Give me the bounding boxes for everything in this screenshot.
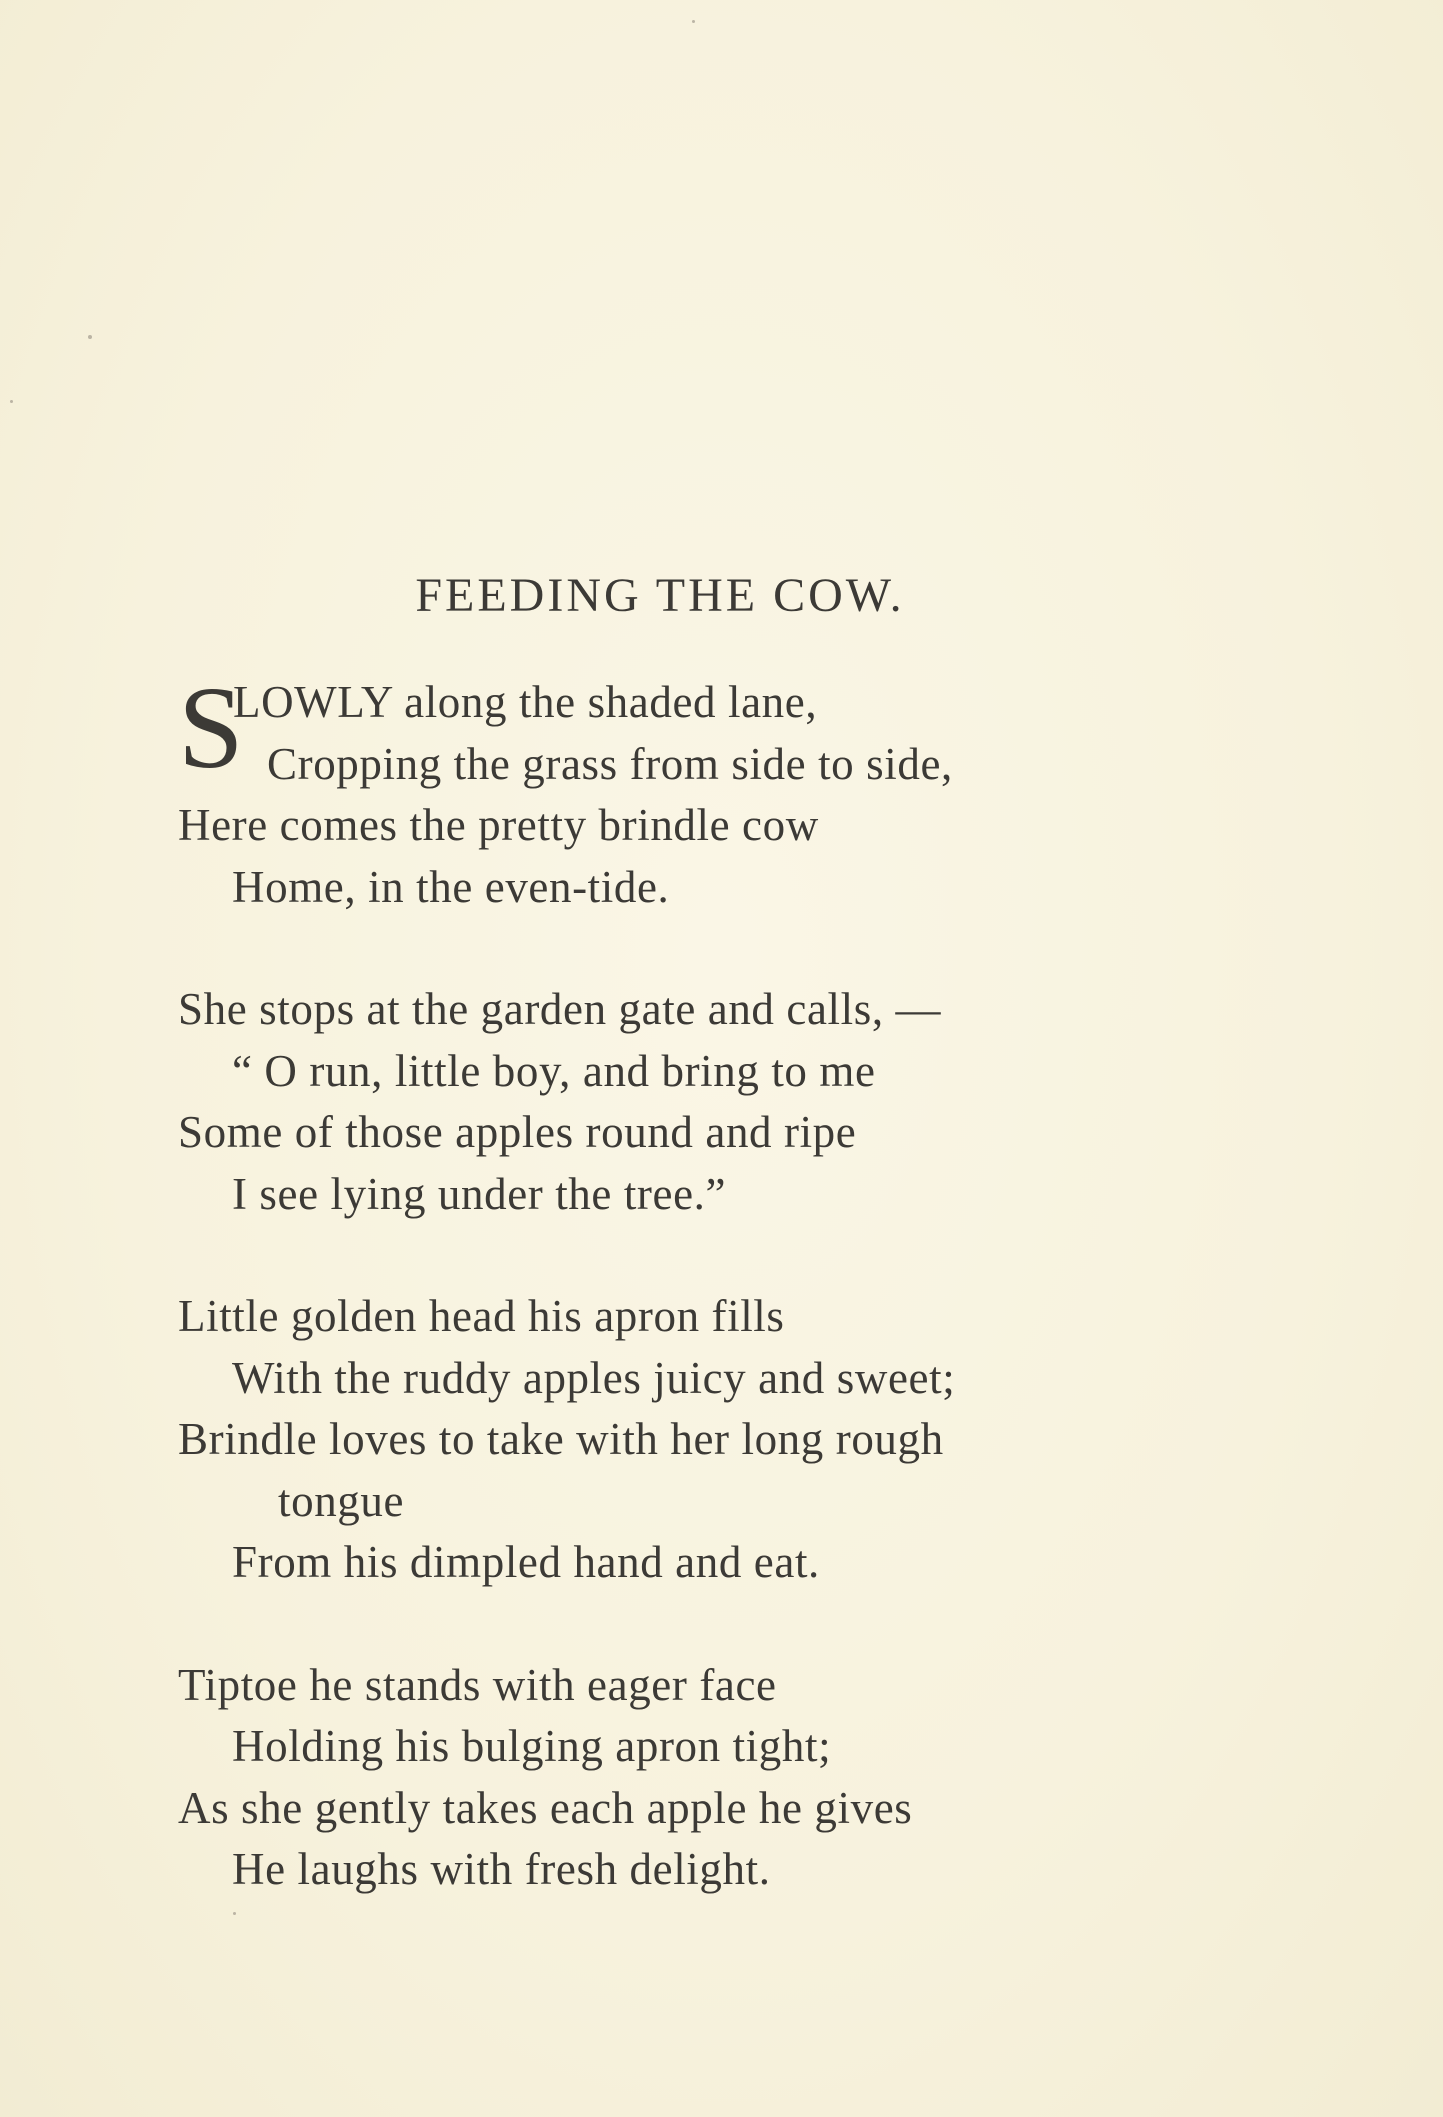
poem-line: “ O run, little boy, and bring to me [232,1045,876,1096]
paper-speck [88,335,92,339]
poem-line: Holding his bulging apron tight; [232,1721,832,1771]
poem-line-text: LOWLY along the shaded lane, [233,677,818,727]
stanza-3 [178,1286,1278,1594]
poem-line: As she gently takes each apple he gives [178,1782,913,1833]
stanza-4 [178,1655,1278,1901]
poem-line: Brindle loves to take with her long rough [178,1414,944,1464]
poem-line: With the ruddy apples juicy and sweet; [232,1352,956,1403]
paper-speck [692,20,695,23]
poem-line: Home, in the even-tide. [232,861,670,912]
drop-cap-letter: S [178,662,245,793]
stanza-2 [178,979,1278,1225]
poem-line: Here comes the pretty brindle cow [178,800,819,850]
poem-line: Cropping the grass from side to side, [267,738,953,789]
poem-line: She stops at the garden gate and calls, — [178,984,942,1034]
stanza-1 [178,662,1278,918]
poem-line: I see lying under the tree.” [232,1168,727,1219]
poem-line-continuation: tongue [278,1475,405,1526]
poem-title: FEEDING THE COW. [415,569,905,622]
poem-line: Tiptoe he stands with eager face [178,1659,777,1710]
poem-line: Little golden head his apron fills [178,1291,785,1341]
poem-line: He laughs with fresh delight. [232,1844,771,1894]
poem-line: Some of those apples round and ripe [178,1107,857,1157]
paper-speck [10,400,13,403]
poem-body [178,662,1278,1962]
poem-line: From his dimpled hand and eat. [232,1537,820,1587]
